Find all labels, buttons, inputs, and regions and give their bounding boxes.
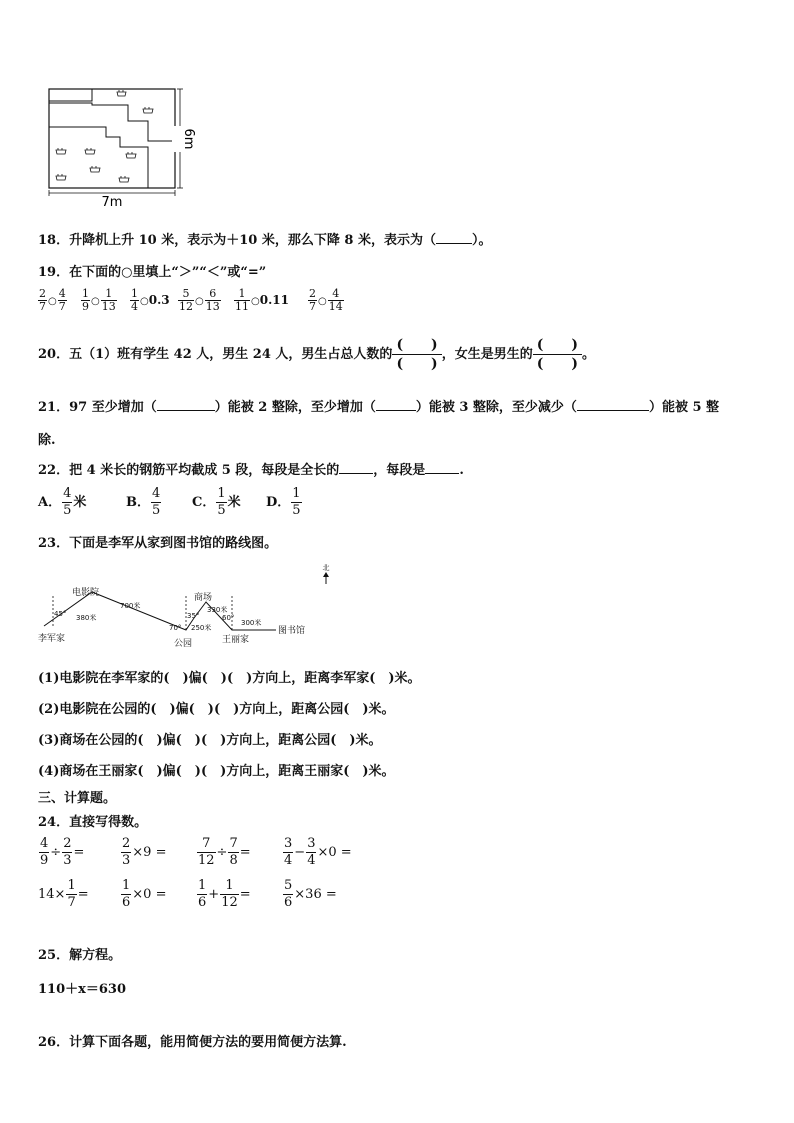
question-25: 25．解方程。 [38,948,122,963]
calc-expr: $\frac{3}{4}$ − $\frac{3}{4}$ ×0 = [284,836,352,868]
comparison-item: $\frac{1}{11}$ ○0.11 [235,287,289,313]
compare-circle[interactable]: ○ [91,296,100,307]
comparison-item: $\frac{2}{7}$ ○ $\frac{4}{14}$ [309,287,343,313]
compare-circle[interactable]: ○ [318,296,327,307]
north-label: 北 [322,564,330,572]
wang-home-label: 王丽家 [222,635,250,645]
home-label: 李军家 [38,634,66,644]
comparison-item: $\frac{1}{9}$ ○ $\frac{1}{13}$ [82,287,116,313]
option-b[interactable]: B． $\frac{4}{5}$ [126,486,161,518]
north-arrow-icon [323,572,329,577]
question-23: 23．下面是李军从家到图书馆的路线图。 [38,536,278,551]
comparison-item: $\frac{2}{7}$ ○ $\frac{4}{7}$ [39,287,66,313]
question-26: 26．计算下面各题，能用简便方法的要用简便方法算. [38,1035,347,1050]
comparison-item: $\frac{1}{4}$ ○0.3 [131,287,170,313]
calc-expr: $\frac{5}{6}$ ×36 = [284,878,337,910]
distance-380: 380米 [76,614,97,622]
park-label: 公园 [174,639,193,649]
answer-blank[interactable] [425,473,459,474]
question-23-part-4: (4)商场在王丽家( )偏( )( )方向上，距离王丽家( )米。 [38,764,395,779]
equation: 110＋x＝630 [38,982,127,997]
answer-blank[interactable] [436,243,472,244]
mall-label: 商场 [194,593,213,603]
question-23-part-3: (3)商场在公园的( )偏( )( )方向上，距离公园( )米。 [38,733,382,748]
library-label: 图书馆 [278,626,306,636]
question-23-part-1: (1)电影院在李军家的( )偏( )( )方向上，距离李军家( )米。 [38,671,421,686]
option-c[interactable]: C． $\frac{1}{5}$ 米 [192,486,241,518]
angle-35: 35° [187,612,200,620]
comparison-item: $\frac{5}{12}$ ○ $\frac{6}{13}$ [179,287,220,313]
plot-diagram [40,84,196,214]
distance-330: 330米 [207,606,228,614]
question-23-part-2: (2)电影院在公园的( )偏( )( )方向上，距离公园( )米。 [38,702,395,717]
answer-fraction-1[interactable]: ( ) ( ) [392,336,441,373]
question-19: 19．在下面的○里填上“＞”“＜”或“=” [38,265,267,280]
calc-expr: $\frac{1}{6}$ ×0 = [122,878,167,910]
option-a[interactable]: A． $\frac{4}{5}$ 米 [38,486,87,518]
cinema-label: 电影院 [72,588,100,598]
calc-expr: $\frac{1}{6}$ + $\frac{1}{12}$ = [198,878,251,910]
section-heading: 三、计算题。 [38,791,117,806]
staircase-line-2 [49,127,148,188]
calc-row-2: 14× $\frac{1}{7}$ = [38,878,89,910]
question-21: 21．97 至少增加（ ）能被 2 整除，至少增加（ ）能被 3 整除，至少减少（ ）能被 5 整 [38,400,720,415]
calc-expr: $\frac{7}{12}$ ÷ $\frac{7}{8}$ = [198,836,251,868]
answer-blank[interactable] [376,410,416,411]
question-21-cont: 除. [38,433,56,448]
distance-300: 300米 [241,619,262,627]
distance-700: 700米 [120,602,141,610]
compare-circle[interactable]: ○ [48,296,57,307]
calc-row-1: $\frac{4}{9}$ ÷ $\frac{2}{3}$ = [40,836,85,868]
option-d[interactable]: D． $\frac{1}{5}$ [266,486,301,518]
answer-blank[interactable] [339,473,373,474]
staircase-line [49,103,175,141]
vegetable-icons [56,90,153,182]
width-label: 7m [101,195,123,210]
question-22: 22．把 4 米长的钢筋平均截成 5 段，每段是全长的 ，每段是 . [38,463,464,478]
angle-45: 45° [54,610,67,618]
distance-250: 250米 [191,624,212,632]
plot-border [49,89,175,188]
calc-expr: $\frac{2}{3}$ ×9 = [122,836,167,868]
angle-60: 60° [222,614,235,622]
answer-blank[interactable] [577,410,649,411]
route-map [36,558,336,653]
compare-circle[interactable]: ○ [251,296,260,307]
height-label: 6m [181,128,196,150]
compare-circle[interactable]: ○ [195,296,204,307]
question-20: 20．五（1）班有学生 42 人，男生 24 人，男生占总人数的 ( ) ( ) ，女生是男生的 ( ) ( ) 。 [38,337,595,372]
answer-fraction-2[interactable]: ( ) ( ) [533,336,582,373]
angle-70: 70° [169,624,182,632]
question-18: 18．升降机上升 10 米，表示为＋10 米，那么下降 8 米，表示为（ ）。 [38,233,492,248]
answer-blank[interactable] [157,410,215,411]
question-24: 24．直接写得数。 [38,815,148,830]
compare-circle[interactable]: ○ [140,296,149,307]
